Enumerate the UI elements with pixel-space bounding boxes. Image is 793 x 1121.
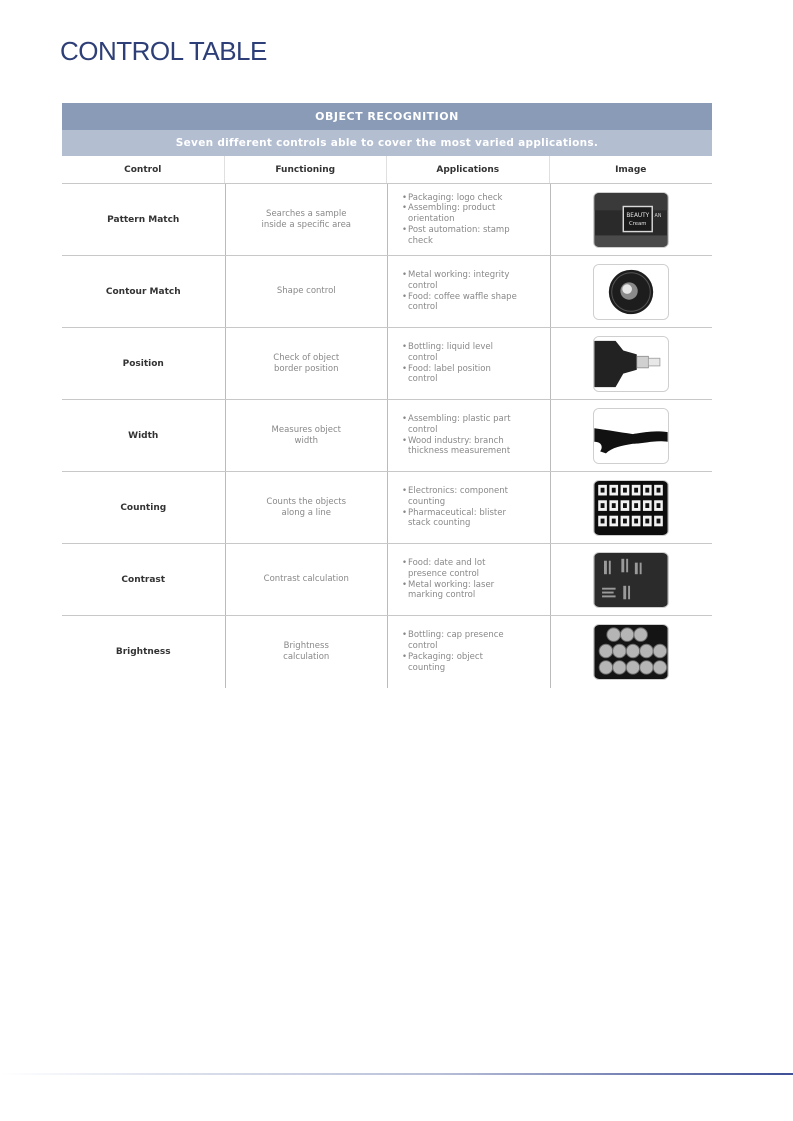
application-item: • Bottling: liquid level control <box>402 342 520 364</box>
bottle-cap <box>634 628 648 642</box>
functioning-text: Counts the objects along a line <box>225 472 388 543</box>
applications-list <box>402 558 520 601</box>
package-text-line: AN <box>654 213 662 219</box>
component-chip <box>623 503 627 508</box>
applications-list <box>402 414 520 457</box>
applications-cell <box>387 544 550 615</box>
image-cell <box>550 328 713 399</box>
component-chip <box>612 518 616 523</box>
image-cell <box>550 544 713 615</box>
application-item: • Packaging: logo check <box>402 193 520 204</box>
application-item: • Pharmaceutical: blister stack counting <box>402 508 520 530</box>
bottle-neck-graphic <box>594 337 668 391</box>
component-chip <box>634 487 638 492</box>
image-cell <box>550 400 713 471</box>
functioning-text: Shape control <box>225 256 388 327</box>
bottle-cap <box>640 644 654 658</box>
column-header-row <box>62 156 712 184</box>
control-name: Width <box>128 430 159 441</box>
control-table <box>62 103 712 688</box>
applications-list <box>402 270 520 313</box>
component-chip <box>657 518 661 523</box>
component-chip <box>646 487 650 492</box>
bottle-caps-image <box>593 624 669 680</box>
laser-marking-image <box>593 552 669 608</box>
image-cell <box>550 256 713 327</box>
application-item: • Assembling: plastic part control <box>402 414 520 436</box>
table-row <box>62 400 712 472</box>
bottle-cap <box>621 628 635 642</box>
bottle-cap <box>640 661 654 675</box>
applications-cell <box>387 472 550 543</box>
application-item: • Packaging: object counting <box>402 652 520 674</box>
package-text-line: BEAUTY <box>626 212 650 219</box>
application-item: • Post automation: stamp check <box>402 225 520 247</box>
functioning-text: Brightness calculation <box>225 616 388 688</box>
component-chip <box>623 518 627 523</box>
control-name: Position <box>122 358 164 369</box>
column-header-image: Image <box>615 164 647 175</box>
bottle-cap <box>599 644 613 658</box>
component-grid-image <box>593 480 669 536</box>
component-chip <box>612 487 616 492</box>
applications-list <box>402 486 520 529</box>
component-chip <box>601 503 605 508</box>
bottle-cap <box>607 628 621 642</box>
applications-cell <box>387 616 550 688</box>
control-name: Contrast <box>121 574 166 585</box>
application-item: • Electronics: component counting <box>402 486 520 508</box>
bottle-neck-image <box>593 336 669 392</box>
control-name: Contour Match <box>105 286 181 297</box>
control-name: Pattern Match <box>107 214 180 225</box>
round-waffle-graphic <box>594 265 668 319</box>
page-title: CONTROL TABLE <box>60 36 267 66</box>
branch-graphic <box>594 409 668 463</box>
component-chip <box>601 487 605 492</box>
table-row <box>62 472 712 544</box>
component-chip <box>646 518 650 523</box>
component-chip <box>634 518 638 523</box>
beauty-cream-package-image <box>593 192 669 248</box>
component-chip <box>657 487 661 492</box>
application-item: • Metal working: integrity control <box>402 270 520 292</box>
applications-cell <box>387 256 550 327</box>
applications-cell <box>387 400 550 471</box>
applications-list <box>402 193 520 247</box>
component-chip <box>623 487 627 492</box>
table-row <box>62 328 712 400</box>
component-grid-graphic <box>594 481 668 535</box>
table-row <box>62 256 712 328</box>
component-chip <box>612 503 616 508</box>
table-row <box>62 616 712 688</box>
bottle-cap <box>626 661 640 675</box>
bottle-cap <box>653 661 667 675</box>
bottle-cap <box>626 644 640 658</box>
applications-list <box>402 630 520 673</box>
applications-cell <box>387 328 550 399</box>
bottle-cap <box>599 661 613 675</box>
laser-marking-graphic <box>594 553 668 607</box>
functioning-text: Check of object border position <box>225 328 388 399</box>
application-item: • Assembling: product orientation <box>402 203 520 225</box>
application-item: • Food: label position control <box>402 364 520 386</box>
application-item: • Wood industry: branch thickness measurement <box>402 436 520 458</box>
functioning-text: Measures object width <box>225 400 388 471</box>
column-header-applications: Applications <box>387 156 550 183</box>
functioning-text: Contrast calculation <box>225 544 388 615</box>
round-waffle-image <box>593 264 669 320</box>
image-cell <box>550 472 713 543</box>
section-title: OBJECT RECOGNITION <box>62 103 712 130</box>
control-name: Counting <box>120 502 167 513</box>
control-name: Brightness <box>115 647 171 657</box>
component-chip <box>657 503 661 508</box>
package-text-line: Cream <box>629 220 647 227</box>
applications-cell <box>387 184 550 255</box>
bottle-cap <box>613 661 627 675</box>
image-cell <box>550 184 713 255</box>
column-header-functioning: Functioning <box>225 156 388 183</box>
branch-image <box>593 408 669 464</box>
beauty-cream-package-graphic <box>594 193 668 247</box>
section-subtitle: Seven different controls able to cover the most varied applications. <box>62 130 712 156</box>
table-row <box>62 184 712 256</box>
bottle-caps-graphic <box>594 625 668 679</box>
application-item: • Bottling: cap presence control <box>402 630 520 652</box>
bottle-cap <box>653 644 667 658</box>
functioning-text: Searches a sample inside a specific area <box>225 184 388 255</box>
component-chip <box>646 503 650 508</box>
component-chip <box>634 503 638 508</box>
column-header-control: Control <box>62 156 225 183</box>
application-item: • Metal working: laser marking control <box>402 580 520 602</box>
component-chip <box>601 518 605 523</box>
application-item: • Food: coffee waffle shape control <box>402 292 520 314</box>
bottle-cap <box>613 644 627 658</box>
application-item: • Food: date and lot presence control <box>402 558 520 580</box>
footer-rule <box>0 1073 793 1075</box>
image-cell <box>550 616 713 688</box>
table-row <box>62 544 712 616</box>
applications-list <box>402 342 520 385</box>
